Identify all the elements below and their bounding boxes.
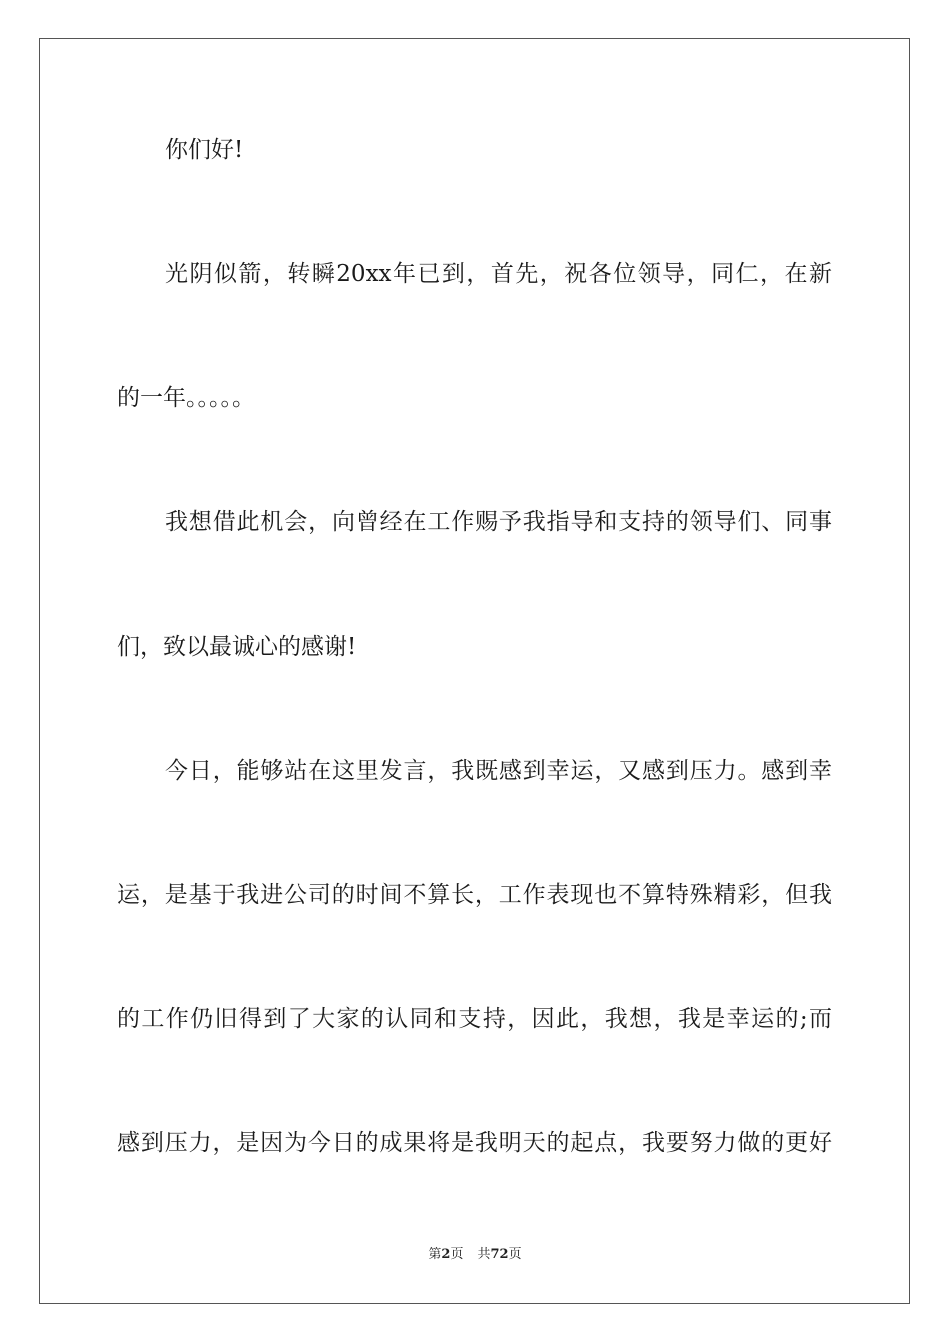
page-border <box>39 38 910 1304</box>
footer-total-pages: 72 <box>490 1247 509 1262</box>
page-footer <box>0 1245 950 1265</box>
paragraph-2-line-2: 们，致以最诚心的感谢! <box>117 634 357 660</box>
footer-page-suffix: 页 <box>450 1247 464 1262</box>
paragraph-1-line-2: 的一年。。。。。 <box>117 385 255 411</box>
paragraph-2-line-1: 我想借此机会，向曾经在工作赐予我指导和支持的领导们、同事 <box>165 509 832 535</box>
footer-page-prefix: 第 <box>428 1247 442 1262</box>
footer-total-suffix: 页 <box>508 1247 522 1262</box>
footer-page-number: 2 <box>441 1247 451 1262</box>
paragraph-3-line-3: 的工作仍旧得到了大家的认同和支持，因此，我想，我是幸运的;而 <box>117 1006 832 1032</box>
paragraph-3-line-1: 今日，能够站在这里发言，我既感到幸运，又感到压力。感到幸 <box>165 758 832 784</box>
greeting-line: 你们好! <box>165 137 244 163</box>
paragraph-3-line-4: 感到压力，是因为今日的成果将是我明天的起点，我要努力做的更好 <box>117 1130 832 1156</box>
paragraph-3-line-2: 运，是基于我进公司的时间不算长，工作表现也不算特殊精彩，但我 <box>117 882 832 908</box>
footer-total-prefix: 共 <box>477 1247 491 1262</box>
paragraph-1-line-1: 光阴似箭，转瞬20xx年已到，首先，祝各位领导，同仁，在新 <box>165 261 832 287</box>
